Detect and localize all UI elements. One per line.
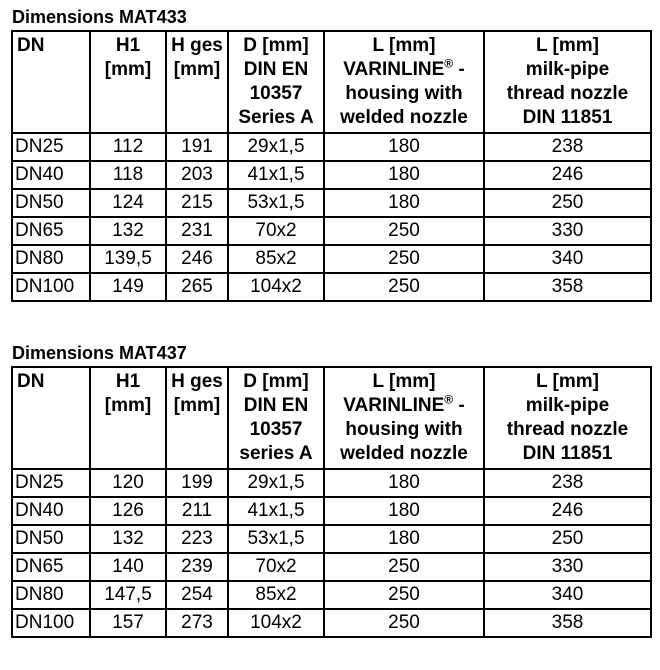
cell-l-varinline: 250 [324, 273, 484, 301]
cell-l-milk-pipe: 238 [484, 469, 651, 497]
cell-h-ges: 191 [166, 133, 228, 161]
cell-d: 70x2 [228, 217, 324, 245]
header-l-varinline: L [mm] VARINLINE® - housing with welded nozzle [324, 367, 484, 469]
cell-l-milk-pipe: 340 [484, 581, 651, 609]
cell-d: 104x2 [228, 273, 324, 301]
header-d: D [mm] DIN EN 10357 series A [228, 367, 324, 469]
cell-dn: DN65 [12, 217, 90, 245]
cell-h-ges: 273 [166, 609, 228, 637]
cell-h1: 147,5 [90, 581, 166, 609]
cell-l-varinline: 180 [324, 161, 484, 189]
cell-d: 41x1,5 [228, 497, 324, 525]
cell-h-ges: 231 [166, 217, 228, 245]
header-dn: DN [12, 367, 90, 469]
cell-l-milk-pipe: 246 [484, 161, 651, 189]
cell-d: 85x2 [228, 581, 324, 609]
header-h-ges: H ges [mm] [166, 31, 228, 133]
cell-dn: DN50 [12, 525, 90, 553]
cell-h1: 118 [90, 161, 166, 189]
cell-dn: DN50 [12, 189, 90, 217]
table-row [12, 525, 651, 553]
cell-l-milk-pipe: 358 [484, 609, 651, 637]
table-row [12, 553, 651, 581]
cell-l-milk-pipe: 250 [484, 525, 651, 553]
cell-dn: DN80 [12, 245, 90, 273]
cell-l-varinline: 250 [324, 553, 484, 581]
cell-h-ges: 223 [166, 525, 228, 553]
cell-h-ges: 215 [166, 189, 228, 217]
cell-l-milk-pipe: 250 [484, 189, 651, 217]
cell-d: 53x1,5 [228, 189, 324, 217]
table-header-row [12, 31, 651, 133]
cell-d: 104x2 [228, 609, 324, 637]
table-row [12, 161, 651, 189]
table-row [12, 581, 651, 609]
table-row [12, 245, 651, 273]
cell-l-milk-pipe: 340 [484, 245, 651, 273]
cell-h1: 157 [90, 609, 166, 637]
table-row [12, 497, 651, 525]
table-row [12, 609, 651, 637]
cell-h1: 132 [90, 525, 166, 553]
cell-h-ges: 254 [166, 581, 228, 609]
cell-d: 85x2 [228, 245, 324, 273]
cell-h-ges: 203 [166, 161, 228, 189]
cell-h-ges: 239 [166, 553, 228, 581]
cell-h1: 139,5 [90, 245, 166, 273]
header-l-varinline: L [mm] VARINLINE® - housing with welded nozzle [324, 31, 484, 133]
cell-dn: DN40 [12, 497, 90, 525]
cell-h1: 120 [90, 469, 166, 497]
section-title-mat433: Dimensions MAT433 [12, 7, 187, 27]
table-row [12, 273, 651, 301]
cell-l-milk-pipe: 330 [484, 217, 651, 245]
cell-h1: 149 [90, 273, 166, 301]
header-h1: H1 [mm] [90, 367, 166, 469]
cell-l-varinline: 250 [324, 581, 484, 609]
cell-h-ges: 211 [166, 497, 228, 525]
cell-dn: DN25 [12, 133, 90, 161]
cell-l-milk-pipe: 330 [484, 553, 651, 581]
cell-h1: 112 [90, 133, 166, 161]
cell-l-varinline: 180 [324, 525, 484, 553]
cell-l-varinline: 250 [324, 217, 484, 245]
cell-h1: 124 [90, 189, 166, 217]
table-row [12, 469, 651, 497]
dimensions-table-mat433 [11, 30, 652, 302]
cell-dn: DN40 [12, 161, 90, 189]
cell-l-varinline: 180 [324, 469, 484, 497]
cell-dn: DN100 [12, 609, 90, 637]
cell-h1: 140 [90, 553, 166, 581]
table-row [12, 189, 651, 217]
cell-h1: 132 [90, 217, 166, 245]
cell-d: 41x1,5 [228, 161, 324, 189]
cell-h1: 126 [90, 497, 166, 525]
cell-l-varinline: 250 [324, 609, 484, 637]
cell-l-varinline: 180 [324, 189, 484, 217]
header-dn: DN [12, 31, 90, 133]
header-l-milk-pipe: L [mm] milk-pipe thread nozzle DIN 11851 [484, 367, 651, 469]
header-l-milk-pipe: L [mm] milk-pipe thread nozzle DIN 11851 [484, 31, 651, 133]
cell-h-ges: 199 [166, 469, 228, 497]
cell-l-milk-pipe: 238 [484, 133, 651, 161]
cell-l-milk-pipe: 358 [484, 273, 651, 301]
table-row [12, 217, 651, 245]
header-h1: H1 [mm] [90, 31, 166, 133]
cell-dn: DN65 [12, 553, 90, 581]
section-title-mat437: Dimensions MAT437 [12, 343, 187, 363]
cell-d: 29x1,5 [228, 469, 324, 497]
dimensions-table-mat437 [11, 366, 652, 638]
cell-dn: DN80 [12, 581, 90, 609]
cell-dn: DN25 [12, 469, 90, 497]
header-h-ges: H ges [mm] [166, 367, 228, 469]
header-d: D [mm] DIN EN 10357 Series A [228, 31, 324, 133]
cell-d: 53x1,5 [228, 525, 324, 553]
table-row [12, 133, 651, 161]
cell-d: 29x1,5 [228, 133, 324, 161]
cell-h-ges: 246 [166, 245, 228, 273]
cell-l-varinline: 250 [324, 245, 484, 273]
cell-h-ges: 265 [166, 273, 228, 301]
cell-dn: DN100 [12, 273, 90, 301]
cell-l-milk-pipe: 246 [484, 497, 651, 525]
table-header-row [12, 367, 651, 469]
cell-l-varinline: 180 [324, 497, 484, 525]
cell-d: 70x2 [228, 553, 324, 581]
cell-l-varinline: 180 [324, 133, 484, 161]
